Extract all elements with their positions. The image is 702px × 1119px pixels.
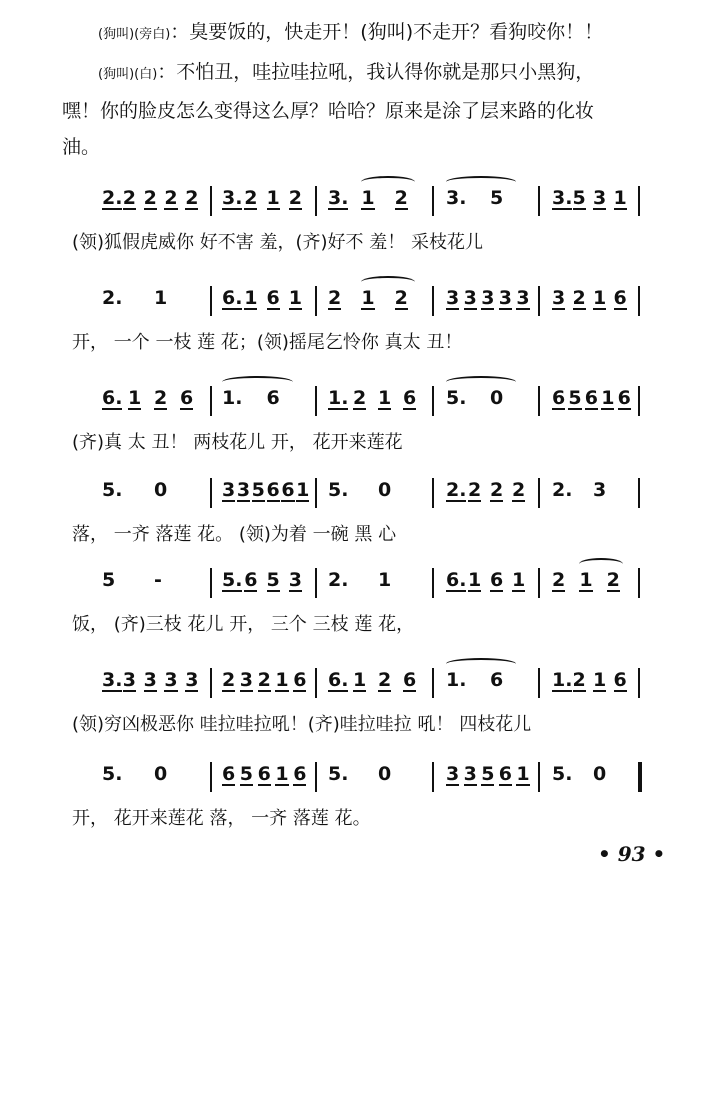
slur-mark	[222, 376, 293, 388]
jianpu-note: 3	[222, 479, 236, 501]
jianpu-note: 3	[164, 669, 178, 691]
jianpu-note: 6	[613, 669, 627, 691]
barline	[315, 186, 317, 216]
jianpu-note: 6	[498, 763, 513, 785]
jianpu-note: -	[154, 569, 162, 591]
jianpu-note: 6.	[328, 669, 349, 691]
jianpu-note: 6.	[222, 287, 243, 309]
jianpu-note: 2	[288, 187, 302, 209]
slur-mark	[579, 558, 623, 570]
jianpu-note: 5	[490, 187, 504, 209]
narration-text: ：不怕丑，哇拉哇拉吼，我认得你就是那只小黑狗，	[157, 61, 595, 83]
narration-continuation: 油。	[62, 136, 101, 158]
barline	[210, 186, 212, 216]
jianpu-note: 2	[244, 187, 258, 209]
jianpu-note: 6.	[102, 387, 123, 409]
jianpu-note: 5	[572, 187, 586, 209]
jianpu-note: 1	[579, 569, 593, 591]
lyric-line: (齐)真 太 丑！ 两枝花儿 开， 花开来莲花	[72, 432, 403, 453]
jianpu-note: 2	[154, 387, 168, 409]
jianpu-note: 3.	[102, 669, 123, 691]
jianpu-note: 1	[378, 569, 392, 591]
jianpu-note: 1	[266, 187, 280, 209]
jianpu-note: 1.	[222, 387, 243, 409]
barline	[432, 478, 434, 508]
barline	[315, 568, 317, 598]
jianpu-note: 3.	[552, 187, 573, 209]
jianpu-note: 6	[584, 387, 599, 409]
slur-mark	[446, 176, 516, 188]
score-system	[0, 386, 702, 466]
jianpu-note: 1.	[328, 387, 349, 409]
jianpu-note: 5	[266, 569, 280, 591]
lyric-line: 开， 一个 一枝 莲 花；(领)摇尾乞怜你 真太 丑！	[72, 332, 463, 353]
jianpu-note: 2	[490, 479, 504, 501]
barline	[315, 386, 317, 416]
barline	[638, 478, 640, 508]
page-number: • 93 •	[598, 842, 666, 866]
jianpu-note: 1	[353, 669, 367, 691]
jianpu-note: 0	[154, 479, 168, 501]
jianpu-note: 0	[593, 763, 607, 785]
barline	[638, 186, 640, 216]
jianpu-note: 6	[244, 569, 258, 591]
barline	[210, 386, 212, 416]
barline	[210, 478, 212, 508]
jianpu-note: 2.	[102, 187, 123, 209]
jianpu-note: 1	[593, 287, 607, 309]
jianpu-note: 5	[481, 763, 495, 785]
jianpu-note: 0	[378, 479, 392, 501]
jianpu-note: 1	[154, 287, 168, 309]
barline	[315, 762, 317, 792]
jianpu-note: 1	[601, 387, 615, 409]
jianpu-note: 3	[593, 187, 607, 209]
jianpu-note: 1	[296, 479, 310, 501]
jianpu-note: 6	[617, 387, 631, 409]
barline	[538, 186, 540, 216]
jianpu-note: 6	[403, 669, 417, 691]
jianpu-note: 0	[154, 763, 168, 785]
jianpu-note: 5.	[446, 387, 467, 409]
jianpu-note: 3.	[222, 187, 243, 209]
jianpu-note: 1	[244, 287, 258, 309]
barline	[538, 386, 540, 416]
jianpu-note: 1	[361, 287, 375, 309]
slur-mark	[446, 658, 516, 670]
jianpu-note: 2	[468, 479, 482, 501]
jianpu-note: 6	[257, 763, 271, 785]
lyric-line: 落， 一齐 落莲 花。 (领)为着 一碗 黑 心	[72, 524, 397, 545]
narration-line-1	[98, 14, 658, 53]
speaker-tag: (狗叫)(白)	[98, 67, 158, 82]
jianpu-note: 5	[251, 479, 265, 501]
jianpu-note: 1	[128, 387, 142, 409]
barline	[315, 286, 317, 316]
jianpu-note: 2	[572, 287, 586, 309]
score-system	[0, 762, 702, 842]
barline	[210, 762, 212, 792]
jianpu-note: 5.	[102, 479, 123, 501]
barline	[315, 668, 317, 698]
barline	[432, 762, 434, 792]
jianpu-note: 6	[266, 479, 280, 501]
barline	[432, 668, 434, 698]
jianpu-note: 6.	[446, 569, 467, 591]
lyric-line: 开， 花开来莲花 落， 一齐 落莲 花。	[72, 808, 371, 829]
barline	[432, 568, 434, 598]
jianpu-note: 1	[275, 669, 289, 691]
lyric-line: (领)狐假虎威你 好不害 羞，(齐)好不 羞！ 采枝花儿	[72, 232, 483, 253]
jianpu-note: 3.	[446, 187, 467, 209]
jianpu-note: 2	[572, 669, 586, 691]
narration-continuation: 嘿！你的脸皮怎么变得这么厚？哈哈？原来是涂了层来路的化妆	[62, 100, 595, 122]
jianpu-note: 2	[122, 187, 137, 209]
jianpu-note: 6	[552, 387, 566, 409]
speaker-tag: (狗叫)(旁白)	[98, 27, 171, 42]
jianpu-note: 2.	[552, 479, 573, 501]
barline	[315, 478, 317, 508]
lyric-line: (领)穷凶极恶你 哇拉哇拉吼！(齐)哇拉哇拉 吼！ 四枝花儿	[72, 714, 532, 735]
barline	[638, 568, 640, 598]
jianpu-note: 2	[394, 287, 408, 309]
jianpu-note: 2.	[446, 479, 467, 501]
jianpu-note: 1	[613, 187, 627, 209]
barline	[432, 286, 434, 316]
jianpu-note: 2	[164, 187, 178, 209]
barline	[538, 762, 540, 792]
jianpu-note: 3	[446, 763, 460, 785]
score-system	[0, 286, 702, 366]
jianpu-note: 5	[239, 763, 254, 785]
jianpu-note: 1	[378, 387, 392, 409]
jianpu-note: 6	[266, 287, 280, 309]
jianpu-note: 3	[463, 287, 477, 309]
jianpu-note: 3	[552, 287, 566, 309]
jianpu-note: 3	[593, 479, 607, 501]
barline	[538, 478, 540, 508]
jianpu-note: 2	[606, 569, 620, 591]
score-system	[0, 668, 702, 748]
barline	[638, 286, 640, 316]
jianpu-note: 5.	[222, 569, 243, 591]
score-system	[0, 478, 702, 558]
jianpu-note: 5	[568, 387, 582, 409]
jianpu-note: 5.	[102, 763, 123, 785]
barline	[210, 668, 212, 698]
barline	[538, 286, 540, 316]
jianpu-note: 1	[512, 569, 526, 591]
jianpu-note: 2	[328, 287, 342, 309]
jianpu-note: 2	[394, 187, 408, 209]
barline	[432, 186, 434, 216]
jianpu-note: 1	[516, 763, 530, 785]
lyric-line: 饭， (齐)三枝 花儿 开， 三个 三枝 莲 花，	[72, 614, 415, 635]
barline	[538, 568, 540, 598]
jianpu-note: 3	[239, 669, 254, 691]
jianpu-note: 3.	[328, 187, 349, 209]
jianpu-note: 2	[378, 669, 392, 691]
jianpu-note: 5	[102, 569, 116, 591]
jianpu-note: 2	[257, 669, 271, 691]
jianpu-note: 5.	[328, 763, 349, 785]
barline	[638, 386, 640, 416]
jianpu-note: 3	[463, 763, 477, 785]
jianpu-note: 6	[490, 569, 504, 591]
jianpu-note: 6	[266, 387, 280, 409]
jianpu-note: 1	[593, 669, 607, 691]
jianpu-note: 6	[180, 387, 194, 409]
jianpu-note: 3	[288, 569, 302, 591]
jianpu-note: 5.	[328, 479, 349, 501]
jianpu-note: 6	[281, 479, 295, 501]
jianpu-note: 2	[353, 387, 367, 409]
slur-mark	[361, 276, 414, 288]
jianpu-note: 3	[122, 669, 137, 691]
barline	[638, 762, 642, 792]
score-system	[0, 568, 702, 648]
jianpu-note: 2	[552, 569, 566, 591]
jianpu-note: 3	[143, 669, 157, 691]
jianpu-note: 1.	[552, 669, 573, 691]
jianpu-note: 1	[288, 287, 302, 309]
jianpu-note: 2	[143, 187, 157, 209]
jianpu-note: 1	[468, 569, 482, 591]
jianpu-note: 6	[222, 763, 236, 785]
narration-text: ：臭要饭的，快走开！(狗叫)不走开？看狗咬你！！	[170, 21, 604, 43]
jianpu-note: 2	[185, 187, 199, 209]
slur-mark	[446, 376, 516, 388]
jianpu-note: 6	[403, 387, 417, 409]
jianpu-note: 6	[613, 287, 627, 309]
jianpu-note: 2.	[328, 569, 349, 591]
score-system	[0, 186, 702, 266]
jianpu-note: 1	[361, 187, 375, 209]
jianpu-note: 0	[490, 387, 504, 409]
jianpu-note: 2	[512, 479, 526, 501]
barline	[432, 386, 434, 416]
jianpu-note: 5.	[552, 763, 573, 785]
jianpu-note: 1	[275, 763, 289, 785]
jianpu-note: 3	[236, 479, 251, 501]
jianpu-note: 2	[222, 669, 236, 691]
jianpu-note: 3	[185, 669, 199, 691]
barline	[210, 568, 212, 598]
barline	[538, 668, 540, 698]
jianpu-note: 2.	[102, 287, 123, 309]
jianpu-note: 3	[446, 287, 460, 309]
jianpu-note: 6	[490, 669, 504, 691]
jianpu-note: 6	[293, 763, 307, 785]
jianpu-note: 6	[293, 669, 307, 691]
slur-mark	[361, 176, 414, 188]
jianpu-note: 1.	[446, 669, 467, 691]
narration-paragraph-2	[62, 54, 658, 165]
jianpu-note: 0	[378, 763, 392, 785]
jianpu-note: 3	[481, 287, 495, 309]
jianpu-note: 3	[498, 287, 513, 309]
barline	[210, 286, 212, 316]
barline	[638, 668, 640, 698]
jianpu-note: 3	[516, 287, 530, 309]
